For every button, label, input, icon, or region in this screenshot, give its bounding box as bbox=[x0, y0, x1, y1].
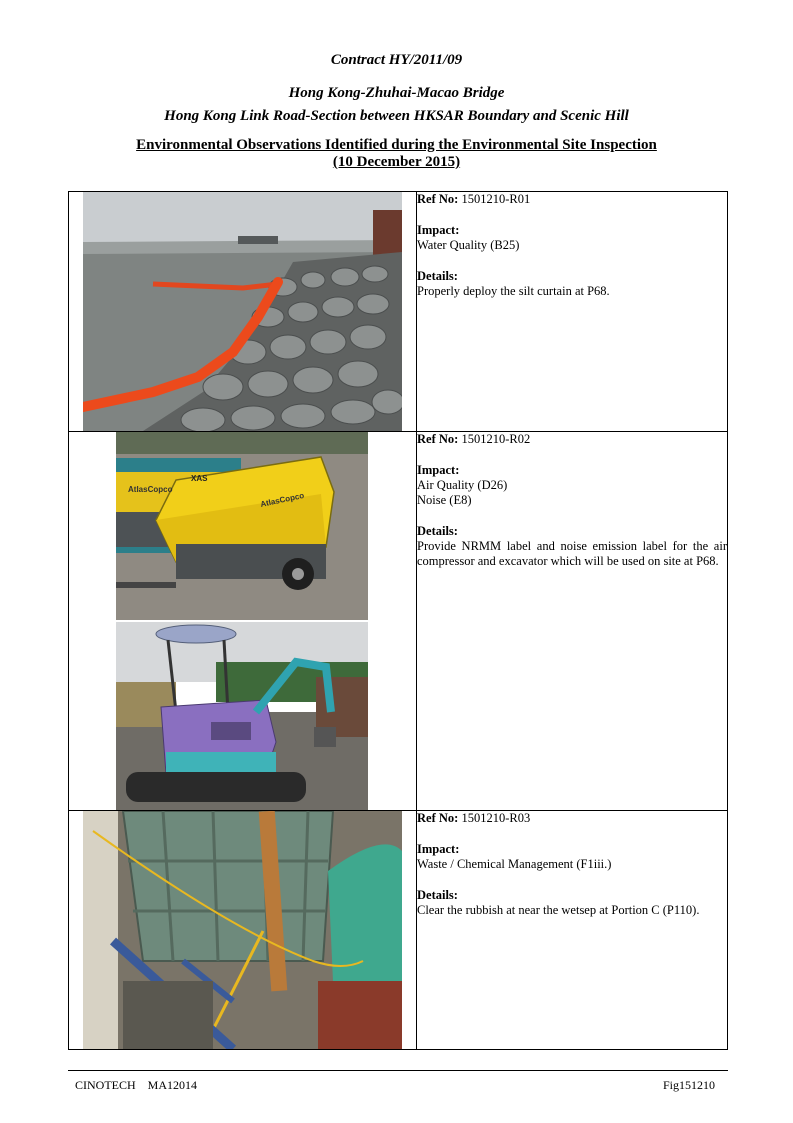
impact-label: Impact: bbox=[417, 842, 460, 856]
section-title: Hong Kong Link Road-Section between HKSAR Boundary and Scenic Hill bbox=[164, 108, 629, 124]
ref-no bbox=[417, 811, 727, 826]
excavator-photo bbox=[116, 622, 368, 810]
rubbish-wetsep-photo bbox=[83, 811, 402, 1049]
details-label: Details: bbox=[417, 524, 458, 538]
details-label: Details: bbox=[417, 269, 458, 283]
impact-value: Noise (E8) bbox=[417, 493, 472, 507]
ref-no-label: Ref No: bbox=[417, 192, 459, 206]
observation-text-cell bbox=[417, 432, 728, 811]
compressor-model: XAS bbox=[191, 474, 208, 483]
details-value: Provide NRMM label and noise emission label for the air compressor and excavator which will be used on site at P68. bbox=[417, 539, 727, 568]
heading-line-1: Environmental Observations Identified during the Environmental Site Inspection bbox=[136, 137, 657, 153]
footer-right: Fig151210 bbox=[662, 1078, 715, 1092]
silt-curtain-photo bbox=[83, 192, 402, 431]
footer-left: CINOTECH MA12014 bbox=[75, 1078, 197, 1092]
observations-table bbox=[68, 191, 728, 1050]
ref-no bbox=[417, 432, 727, 447]
ref-no-label: Ref No: bbox=[417, 432, 459, 446]
air-compressor-photo bbox=[116, 432, 368, 620]
project-title: Hong Kong-Zhuhai-Macao Bridge bbox=[288, 85, 505, 101]
photo-cell bbox=[69, 192, 417, 432]
ref-no-label: Ref No: bbox=[417, 811, 459, 825]
impact-label: Impact: bbox=[417, 223, 460, 237]
ref-no-value: 1501210-R01 bbox=[461, 192, 531, 206]
ref-no-value: 1501210-R03 bbox=[461, 811, 531, 825]
details-label: Details: bbox=[417, 888, 458, 902]
impact-value: Waste / Chemical Management (F1iii.) bbox=[417, 857, 612, 871]
details-value: Clear the rubbish at near the wetsep at Portion C (P110). bbox=[417, 903, 700, 917]
impact-value: Water Quality (B25) bbox=[417, 238, 520, 252]
observation-text-cell bbox=[417, 811, 728, 1050]
impact-label: Impact: bbox=[417, 463, 460, 477]
compressor-brand-2: AtlasCopco bbox=[259, 490, 305, 509]
ref-no bbox=[417, 192, 727, 207]
footer-divider bbox=[68, 1070, 728, 1071]
compressor-brand-1: AtlasCopco bbox=[128, 485, 173, 494]
observation-row bbox=[69, 432, 728, 811]
photo-cell bbox=[69, 811, 417, 1050]
page-heading bbox=[0, 137, 793, 171]
impact-value: Air Quality (D26) bbox=[417, 478, 508, 492]
observation-row bbox=[69, 192, 728, 432]
observation-text-cell bbox=[417, 192, 728, 432]
heading-line-2: (10 December 2015) bbox=[332, 154, 461, 170]
details-value: Properly deploy the silt curtain at P68. bbox=[417, 284, 610, 298]
ref-no-value: 1501210-R02 bbox=[461, 432, 531, 446]
observation-row bbox=[69, 811, 728, 1050]
contract-title: Contract HY/2011/09 bbox=[330, 52, 463, 68]
photo-cell bbox=[69, 432, 417, 811]
